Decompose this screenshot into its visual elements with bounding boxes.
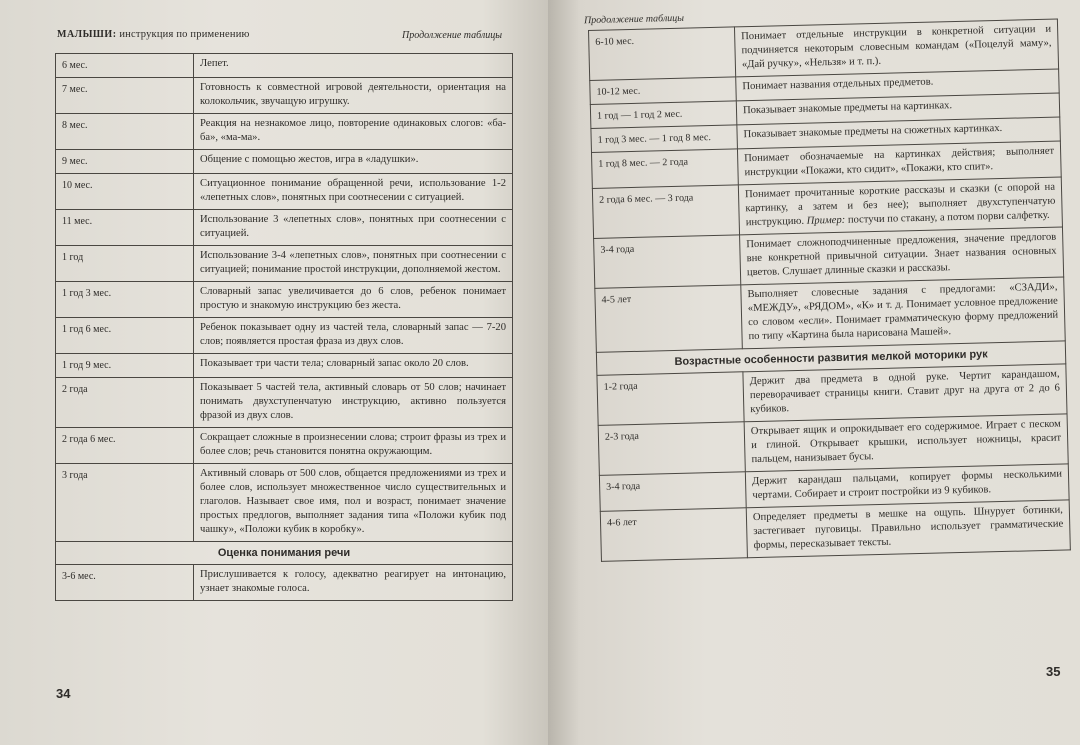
description-cell: Реакция на незнакомое лицо, повторение одинаковых слогов: «ба-ба», «ма-ма». bbox=[194, 114, 513, 150]
age-cell: 2 года 6 мес. — 3 года bbox=[592, 185, 739, 239]
age-cell: 10 мес. bbox=[56, 174, 194, 210]
age-cell: 1 год 6 мес. bbox=[56, 318, 194, 354]
table-row bbox=[56, 54, 513, 78]
age-cell: 1 год bbox=[56, 246, 194, 282]
age-cell: 8 мес. bbox=[56, 114, 194, 150]
table-row bbox=[56, 378, 513, 428]
description-cell: Общение с помощью жестов, игра в «ладушки». bbox=[194, 150, 513, 174]
description-cell: Лепет. bbox=[194, 54, 513, 78]
age-cell: 9 мес. bbox=[56, 150, 194, 174]
description-cell: Открывает ящик и опрокидывает его содержимое. Играет с песком и глиной. Открывает крышки, использует ножницы, красит пальцем, нанизывает бусы. bbox=[744, 414, 1068, 472]
age-cell: 4-6 лет bbox=[600, 508, 747, 562]
age-cell: 6 мес. bbox=[56, 54, 194, 78]
page-number: 35 bbox=[1046, 664, 1061, 679]
description-cell: Показывает знакомые предметы на картинках. bbox=[736, 93, 1059, 125]
description-cell: Прислушивается к голосу, адекватно реагирует на интонацию, узнает знакомые голоса. bbox=[194, 565, 513, 601]
continuation-label: Продолжение таблицы bbox=[583, 12, 685, 27]
age-cell: 1 год 8 мес. — 2 года bbox=[591, 149, 738, 189]
table-row bbox=[56, 464, 513, 542]
example-text: постучи по стакану, а потом порви салфетку. bbox=[845, 209, 1050, 226]
table-row bbox=[56, 428, 513, 464]
page-number: 34 bbox=[56, 686, 71, 701]
age-cell: 3-4 года bbox=[599, 472, 746, 512]
table-row bbox=[56, 354, 513, 378]
running-head-caps: МАЛЫШИ: bbox=[57, 29, 117, 40]
age-cell: 1 год 3 мес. bbox=[56, 282, 194, 318]
description-cell: Ситуационное понимание обращенной речи, использование 1-2 «лепетных слов», понятных при соотнесении с ситуацией. bbox=[194, 174, 513, 210]
age-cell: 6-10 мес. bbox=[589, 27, 736, 81]
description-cell: Держит два предмета в одной руке. Чертит карандашом, переворачивает страницы книги. Ставит друг на друга от 2 до 6 кубиков. bbox=[743, 364, 1067, 422]
age-cell: 10-12 мес. bbox=[590, 77, 737, 105]
right-table bbox=[588, 19, 1071, 562]
table-row bbox=[56, 150, 513, 174]
age-cell: 1 год — 1 год 2 мес. bbox=[590, 101, 737, 129]
section-heading: Возрастные особенности развития мелкой моторики рук bbox=[596, 341, 1065, 375]
description-cell: Сокращает сложные в произнесении слова; строит фразы из трех и более слов; речь становится понятна окружающим. bbox=[194, 428, 513, 464]
table-row bbox=[56, 114, 513, 150]
description-cell: Понимает названия отдельных предметов. bbox=[736, 69, 1059, 101]
running-head bbox=[57, 29, 250, 40]
description-cell: Держит карандаш пальцами, копирует формы несколькими чертами. Собирает и строит постройки из 9 кубиков. bbox=[745, 464, 1069, 508]
description-cell: Показывает знакомые предметы на сюжетных картинках. bbox=[737, 117, 1060, 149]
table-row bbox=[56, 174, 513, 210]
example-label: Пример: bbox=[806, 214, 846, 227]
running-head-rest: инструкция по применению bbox=[116, 29, 250, 40]
description-cell: Понимает обозначаемые на картинках действия; выполняет инструкции «Покажи, кто сидит», «Покажи, кто спит». bbox=[737, 141, 1061, 185]
age-cell: 3-6 мес. bbox=[56, 565, 194, 601]
description-cell: Ребенок показывает одну из частей тела, словарный запас — 7-20 слов; появляется простая фраза из двух слов. bbox=[194, 318, 513, 354]
table-row bbox=[56, 210, 513, 246]
description-cell: Понимает сложноподчиненные предложения, значение предлогов вне конкретной привычной ситуации. Знает названия основных цветов. Слушает длинные сказки и рассказы. bbox=[740, 227, 1064, 285]
age-cell: 3-4 года bbox=[594, 235, 741, 289]
age-cell: 2-3 года bbox=[598, 422, 745, 476]
table-row bbox=[56, 78, 513, 114]
table-row bbox=[56, 246, 513, 282]
age-cell: 3 года bbox=[56, 464, 194, 542]
table-row bbox=[56, 282, 513, 318]
description-cell: Использование 3 «лепетных слов», понятных при соотнесении с ситуацией. bbox=[194, 210, 513, 246]
table-row bbox=[595, 277, 1065, 352]
description-cell: Выполняет словесные задания с предлогами: «СЗАДИ», «МЕЖДУ», «РЯДОМ», «К» и т. д. Понимает условное предложение со словом «если». Понимает грамматическую форму предложений по типу «Картина была нарисована Машей». bbox=[741, 277, 1065, 349]
description-cell: Активный словарь от 500 слов, общается предложениями из трех и более слов, использует множественное число существительных и глаголов. Называет свое имя, пол и возраст, понимает значение простых предлогов, выполняет задания типа «Положи кубик под чашку», «Положи кубик в коробку». bbox=[194, 464, 513, 542]
age-cell: 7 мес. bbox=[56, 78, 194, 114]
age-cell: 4-5 лет bbox=[595, 285, 743, 353]
description-cell: Понимает отдельные инструкции в конкретной ситуации и подчиняется некоторым словесным командам («Поцелуй маму», «Дай ручку», «Нельзя» и т. п.). bbox=[734, 19, 1058, 77]
continuation-label: Продолжение таблицы bbox=[402, 30, 503, 41]
age-cell: 11 мес. bbox=[56, 210, 194, 246]
table-row bbox=[56, 318, 513, 354]
age-cell: 1 год 3 мес. — 1 год 8 мес. bbox=[591, 125, 738, 153]
table-row bbox=[56, 565, 513, 601]
description-text: Понимает прочитанные короткие рассказы и сказки (с опорой на картинку, а затем и без нее); выполняет двухступенчатую инструкцию. bbox=[744, 181, 1056, 229]
description-cell: Готовность к совместной игровой деятельности, ориентация на колокольчик, звучащую игрушку. bbox=[194, 78, 513, 114]
description-cell: Определяет предметы в мешке на ощупь. Шнурует ботинки, застегивает пуговицы. Правильно использует грамматические формы, пересказывает тексты. bbox=[746, 500, 1070, 558]
description-cell bbox=[738, 177, 1062, 235]
age-cell: 2 года bbox=[56, 378, 194, 428]
description-cell: Использование 3-4 «лепетных слов», понятных при соотнесении с ситуацией; понимание простой инструкции, дополняемой жестом. bbox=[194, 246, 513, 282]
age-cell: 2 года 6 мес. bbox=[56, 428, 194, 464]
left-table bbox=[55, 53, 513, 601]
description-cell: Показывает 5 частей тела, активный словарь от 50 слов; начинает понимать двухступенчатую инструкцию, активно пользуется фразой из двух слов. bbox=[194, 378, 513, 428]
description-cell: Словарный запас увеличивается до 6 слов, ребенок понимает простую и знакомую инструкцию без жеста. bbox=[194, 282, 513, 318]
section-row bbox=[56, 542, 513, 565]
age-cell: 1 год 9 мес. bbox=[56, 354, 194, 378]
age-cell: 1-2 года bbox=[597, 372, 744, 426]
section-heading: Оценка понимания речи bbox=[56, 542, 513, 565]
description-cell: Показывает три части тела; словарный запас около 20 слов. bbox=[194, 354, 513, 378]
